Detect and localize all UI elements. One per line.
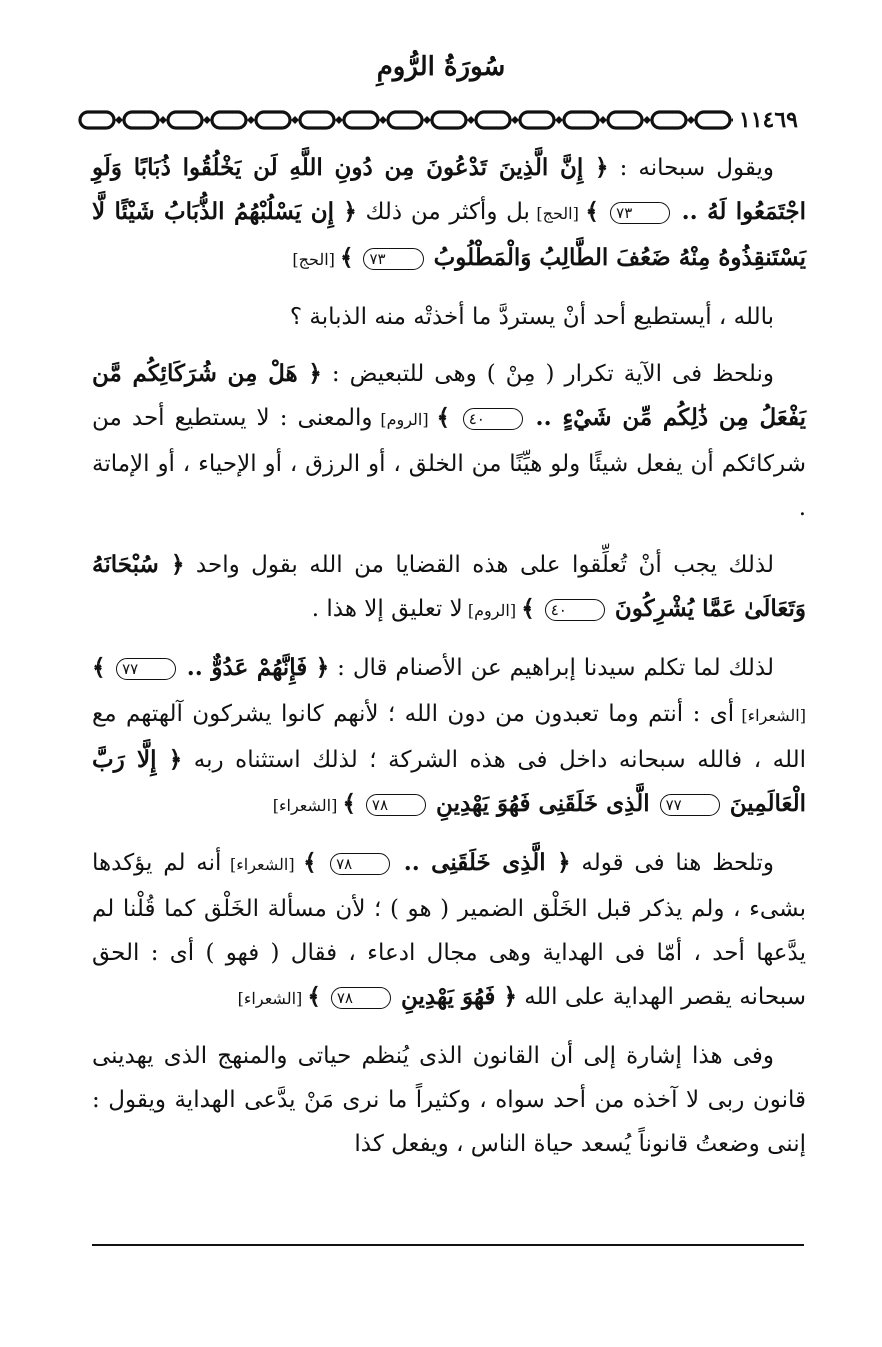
verse-close: ﴾ — [585, 198, 609, 225]
body-text: وفى هذا إشارة إلى أن القانون الذى يُنظم حياتى والمنهج الذى يهدينى قانون ربى لا آخذه من أحد سواه ، وكثيراً ما نرى مَنْ يدَّعى الهداية ويقول : إننى وضعتُ قانوناً يُسعد حياة الناس ، ويفعل كذا — [92, 1043, 806, 1157]
body-text: بل وأكثر من ذلك — [356, 199, 530, 225]
page-body — [92, 146, 806, 1179]
body-text: ونلحظ فى الآية تكرار ( مِنْ ) وهى للتبعيض : — [321, 361, 774, 387]
quran-verse: ﴿ الَّذِى خَلَقَنِى .. — [392, 849, 571, 876]
page-number: ١١٤٦٩ — [733, 104, 804, 136]
verse-close: ﴾ — [521, 595, 543, 622]
quran-verse: الَّذِى خَلَقَنِى فَهُوَ يَهْدِينِ — [428, 790, 658, 817]
verse-close: ﴾ — [342, 790, 364, 817]
verse-number: ٧٨ — [366, 794, 426, 816]
quran-verse: ﴿ فَهُوَ يَهْدِينِ — [392, 983, 517, 1010]
surah-reference: [الشعراء] — [272, 796, 343, 815]
body-text: لذلك يجب أنْ تُعلِّقوا على هذه القضايا من الله بقول واحد — [184, 552, 774, 578]
quran-verse: ﴿ إِنَّ الَّذِينَ تَدْعُونَ مِن دُونِ اللَّهِ لَن يَخْلُقُوا ذُبَابًا وَلَوِ اجْتَمَعُوا لَهُ .. — [92, 154, 806, 225]
verse-number: ٧٧ — [660, 794, 720, 816]
surah-reference: [الشعراء] — [237, 989, 308, 1008]
footer-rule — [92, 1244, 804, 1246]
quran-verse: ﴿ سُبْحَانَهُ وَتَعَالَىٰ عَمَّا يُشْرِكُونَ — [92, 551, 806, 622]
verse-number: ٤٠ — [463, 408, 523, 430]
chain-ornament-icon — [76, 104, 814, 136]
quran-verse: ﴿ فَإِنَّهُمْ عَدُوٌّ .. — [178, 654, 330, 681]
quran-verse: ﴿ إِن يَسْلُبْهُمُ الذُّبَابُ شَيْئًا لَّا يَسْتَنقِذُوهُ مِنْهُ ضَعُفَ الطَّالِبُ وَالْمَطْلُوبُ — [92, 198, 806, 271]
body-text: وتلحظ هنا فى قوله — [570, 850, 775, 876]
verse-number: ٧٧ — [116, 658, 176, 680]
paragraph-4 — [92, 543, 806, 633]
verse-number: ٤٠ — [545, 599, 605, 621]
header-ornament-border — [76, 104, 814, 136]
verse-close: ﴾ — [436, 404, 461, 431]
quran-verse: ﴿ إِلَّا رَبَّ الْعَالَمِينَ — [92, 746, 806, 817]
paragraph-1 — [92, 146, 806, 282]
body-text: بالله ، أيستطيع أحد أنْ يستردَّ ما أخذتْه منه الذبابة ؟ — [289, 304, 774, 330]
verse-close: ﴾ — [307, 983, 329, 1010]
paragraph-2 — [92, 295, 806, 339]
surah-reference: [الروم] — [372, 410, 437, 429]
verse-close: ﴾ — [339, 244, 362, 271]
surah-reference: [الحج] — [292, 250, 340, 269]
body-text: لا تعليق إلا هذا . — [311, 596, 463, 622]
surah-title: سُورَةُ الرُّومِ — [376, 52, 506, 82]
body-text: أنه لم يؤكدها بشىء ، ولم يذكر قبل الخَلْق الضمير ( هو ) ؛ لأن مسألة الخَلْق كما قُلْنا لم يدَّعها أحد ، أمّا فى الهداية وهى مجال ادعاء ، فقال ( فهو ) أى : الحق سبحانه يقصر الهداية على الله — [92, 850, 806, 1010]
verse-number: ٧٨ — [330, 853, 390, 875]
surah-reference: [الحج] — [529, 204, 586, 223]
surah-reference: [الروم] — [462, 601, 522, 620]
body-text: ويقول سبحانه : — [608, 155, 775, 181]
verse-number: ٧٨ — [331, 987, 391, 1009]
body-text: أى : أنتم وما تعبدون من دون الله ؛ لأنهم كانوا يشركون آلهتهم مع الله ، فالله سبحانه داخل فى هذه الشركة ؛ لذلك استثناه ربه — [92, 701, 806, 773]
verse-number: ٧٣ — [610, 202, 670, 224]
paragraph-6 — [92, 841, 806, 1021]
body-text: والمعنى : لا يستطيع أحد من شركائكم أن يفعل شيئًا ولو هيِّنًا من الخلق ، أو الرزق ، أو الإحياء ، أو الإماتة . — [92, 405, 806, 521]
quran-verse: ﴿ هَلْ مِن شُرَكَائِكُم مَّن يَفْعَلُ مِن ذَٰلِكُم مِّن شَيْءٍ .. — [92, 360, 807, 431]
body-text: لذلك لما تكلم سيدنا إبراهيم عن الأصنام قال : — [329, 655, 774, 681]
paragraph-5 — [92, 646, 806, 828]
surah-reference: [الشعراء] — [734, 706, 806, 725]
verse-number: ٧٣ — [363, 248, 423, 270]
paragraph-7 — [92, 1034, 806, 1166]
verse-close: ﴾ — [92, 654, 115, 681]
surah-reference: [الشعراء] — [221, 855, 304, 874]
paragraph-3 — [92, 352, 806, 530]
verse-close: ﴾ — [303, 849, 329, 876]
